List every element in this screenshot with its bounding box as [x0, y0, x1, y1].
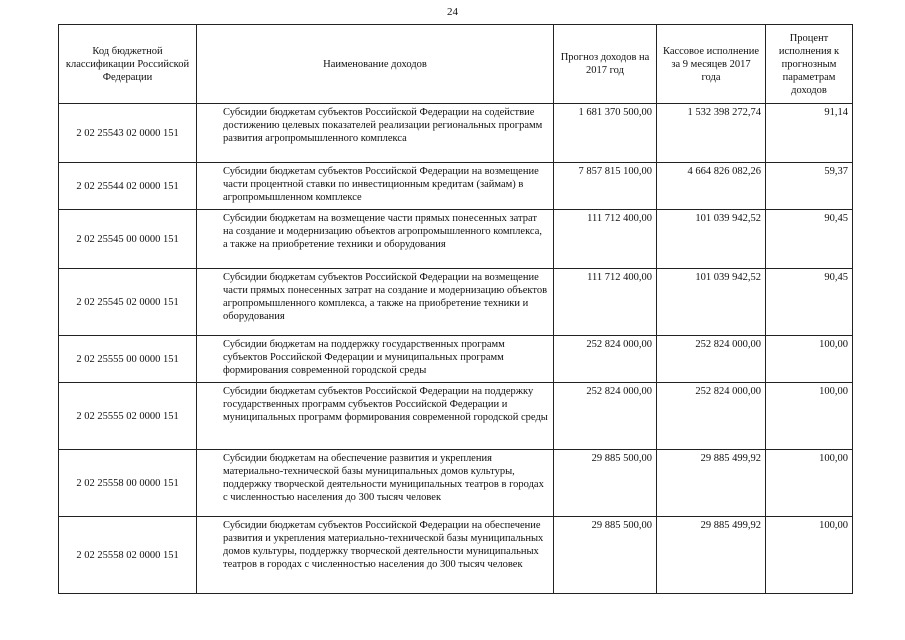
- row-name-text: Субсидии бюджетам субъектов Российской Федерации на поддержку государственных программ субъектов Российской Федерации и муниципальных программ формирования современной городской среды: [223, 386, 548, 423]
- row-code: 2 02 25558 02 0000 151: [59, 517, 197, 594]
- row-execution: 252 824 000,00: [657, 383, 766, 450]
- table-row: [59, 383, 853, 450]
- table-row: [59, 210, 853, 269]
- row-name: [197, 210, 554, 269]
- row-forecast: 29 885 500,00: [554, 517, 657, 594]
- table-row: [59, 269, 853, 336]
- table-row: [59, 336, 853, 383]
- table-row: [59, 517, 853, 594]
- row-name-text: Субсидии бюджетам субъектов Российской Федерации на содействие достижению целевых показателей реализации региональных программ развития агропромышленного комплекса: [223, 107, 543, 144]
- row-code: 2 02 25544 02 0000 151: [59, 163, 197, 210]
- row-percent: 100,00: [766, 450, 853, 517]
- row-name: [197, 450, 554, 517]
- row-forecast: 252 824 000,00: [554, 383, 657, 450]
- row-execution: 1 532 398 272,74: [657, 104, 766, 163]
- table-row: [59, 163, 853, 210]
- page-number: 24: [447, 6, 458, 18]
- row-name: [197, 104, 554, 163]
- row-code: 2 02 25543 02 0000 151: [59, 104, 197, 163]
- row-execution: 101 039 942,52: [657, 210, 766, 269]
- row-code: 2 02 25555 00 0000 151: [59, 336, 197, 383]
- row-code: 2 02 25555 02 0000 151: [59, 383, 197, 450]
- row-execution: 29 885 499,92: [657, 450, 766, 517]
- header-code: Код бюджетной классификации Российской Федерации: [59, 25, 197, 104]
- row-percent: 100,00: [766, 383, 853, 450]
- header-execution: Кассовое исполнение за 9 месяцев 2017 года: [657, 25, 766, 104]
- row-execution: 4 664 826 082,26: [657, 163, 766, 210]
- header-forecast: Прогноз доходов на 2017 год: [554, 25, 657, 104]
- row-code: 2 02 25545 00 0000 151: [59, 210, 197, 269]
- row-percent: 90,45: [766, 210, 853, 269]
- header-name: Наименование доходов: [197, 25, 554, 104]
- header-percent: Процент исполнения к прогнозным параметрам доходов: [766, 25, 853, 104]
- table-header-row: [59, 25, 853, 104]
- row-percent: 100,00: [766, 336, 853, 383]
- row-name: [197, 269, 554, 336]
- row-name-text: Субсидии бюджетам субъектов Российской Федерации на возмещение части процентной ставки по инвестиционным кредитам (займам) в агропромышленном комплексе: [223, 166, 539, 203]
- row-percent: 90,45: [766, 269, 853, 336]
- table-row: [59, 104, 853, 163]
- row-name-text: Субсидии бюджетам субъектов Российской Федерации на возмещение части прямых понесенных затрат на создание и модернизацию объектов агропромышленного комплекса, а также на приобретение техники и оборудования: [223, 272, 548, 322]
- row-name-text: Субсидии бюджетам на обеспечение развития и укрепления материально-технической базы муниципальных домов культуры, поддержку творческой деятельности муниципальных театров в городах с численностью населения до 300 тысяч человек: [223, 453, 544, 503]
- revenue-table: [58, 24, 853, 594]
- row-forecast: 29 885 500,00: [554, 450, 657, 517]
- row-forecast: 111 712 400,00: [554, 210, 657, 269]
- row-name: [197, 383, 554, 450]
- row-name-text: Субсидии бюджетам на поддержку государственных программ субъектов Российской Федерации и муниципальных программ формирования современной городской среды: [223, 339, 505, 376]
- row-percent: 91,14: [766, 104, 853, 163]
- row-name: [197, 163, 554, 210]
- row-forecast: 1 681 370 500,00: [554, 104, 657, 163]
- row-forecast: 111 712 400,00: [554, 269, 657, 336]
- row-code: 2 02 25558 00 0000 151: [59, 450, 197, 517]
- row-execution: 101 039 942,52: [657, 269, 766, 336]
- row-execution: 252 824 000,00: [657, 336, 766, 383]
- row-execution: 29 885 499,92: [657, 517, 766, 594]
- row-name: [197, 336, 554, 383]
- row-forecast: 252 824 000,00: [554, 336, 657, 383]
- row-percent: 59,37: [766, 163, 853, 210]
- row-name: [197, 517, 554, 594]
- table-row: [59, 450, 853, 517]
- row-forecast: 7 857 815 100,00: [554, 163, 657, 210]
- row-name-text: Субсидии бюджетам на возмещение части прямых понесенных затрат на создание и модернизацию объектов агропромышленного комплекса, а также на приобретение техники и оборудования: [223, 213, 542, 250]
- row-percent: 100,00: [766, 517, 853, 594]
- row-code: 2 02 25545 02 0000 151: [59, 269, 197, 336]
- row-name-text: Субсидии бюджетам субъектов Российской Федерации на обеспечение развития и укрепления материально-технической базы муниципальных домов культуры, поддержку творческой деятельности муниципальных театров в городах с численностью населения до 300 тысяч человек: [223, 520, 544, 570]
